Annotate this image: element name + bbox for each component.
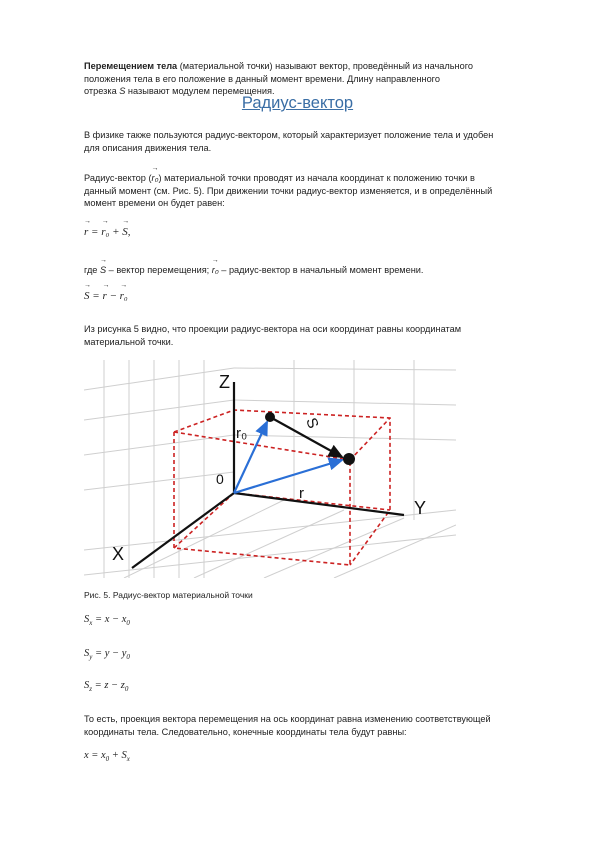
equation-x: $x = x_0 + S_x$: [84, 750, 130, 764]
r-vector: [234, 460, 342, 493]
symbol-s: S: [119, 86, 126, 97]
symbol-r0: → r₀: [152, 172, 159, 185]
figure-caption: Рис. 5. Радиус-вектор материальной точки: [84, 590, 253, 600]
background-grid: [84, 360, 456, 578]
s-label: S: [302, 415, 322, 431]
term-displacement: Перемещением тела: [84, 61, 178, 71]
equation-sx: $S_x = x - x_0$: [84, 614, 130, 628]
paragraph-radius-definition: Радиус-вектор (→ r₀) материальной точки проводят из начала координат к положению точки в данный момент (см. Рис. 5). При движении точки радиус-вектор изменяется, и в определённый момент времени он будет равен:: [84, 172, 539, 210]
r0-label: r₀: [236, 425, 248, 442]
dashed-box: [174, 410, 390, 565]
end-point: [343, 453, 355, 465]
r-label: r: [299, 485, 304, 502]
formula-r-equals: → r = → r₀ + → S,: [84, 226, 131, 238]
y-axis-label: Y: [414, 498, 427, 518]
paragraph-conclusion: То есть, проекция вектора перемещения на ось координат равна изменению соответствующей координаты тела. Следовательно, конечные координаты тела будут равны:: [84, 714, 491, 737]
radius-vector-figure: [84, 360, 456, 578]
start-point: [265, 412, 275, 422]
equation-sz: $S_z = z - z_0$: [84, 680, 129, 694]
paragraph-projections: Из рисунка 5 видно, что проекции радиус-вектора на оси координат равны координатам материальной точки.: [84, 324, 462, 347]
paragraph-displacement: Перемещением тела (материальной точки) называют вектор, проведённый из начального положения тела в его положение в данный момент времени. Длину направленного отрезка S называют модулем перемещения.: [84, 61, 473, 97]
section-heading[interactable]: Радиус-вектор: [241, 94, 354, 112]
origin-label: 0: [216, 471, 224, 487]
x-axis-label: X: [112, 544, 125, 564]
x-axis: [132, 493, 234, 568]
paragraph-where: где → S – вектор перемещения; → r₀ – радиус-вектор в начальный момент времени.: [84, 264, 539, 277]
paragraph-radius-intro: В физике также пользуются радиус-вектором, который характеризует положение тела и удобен для описания движения тела.: [84, 130, 494, 153]
formula-s-equals: → S = → r − → r₀: [84, 290, 128, 302]
z-axis-label: Z: [219, 372, 230, 392]
equation-sy: $S_y = y - y_0$: [84, 648, 130, 662]
